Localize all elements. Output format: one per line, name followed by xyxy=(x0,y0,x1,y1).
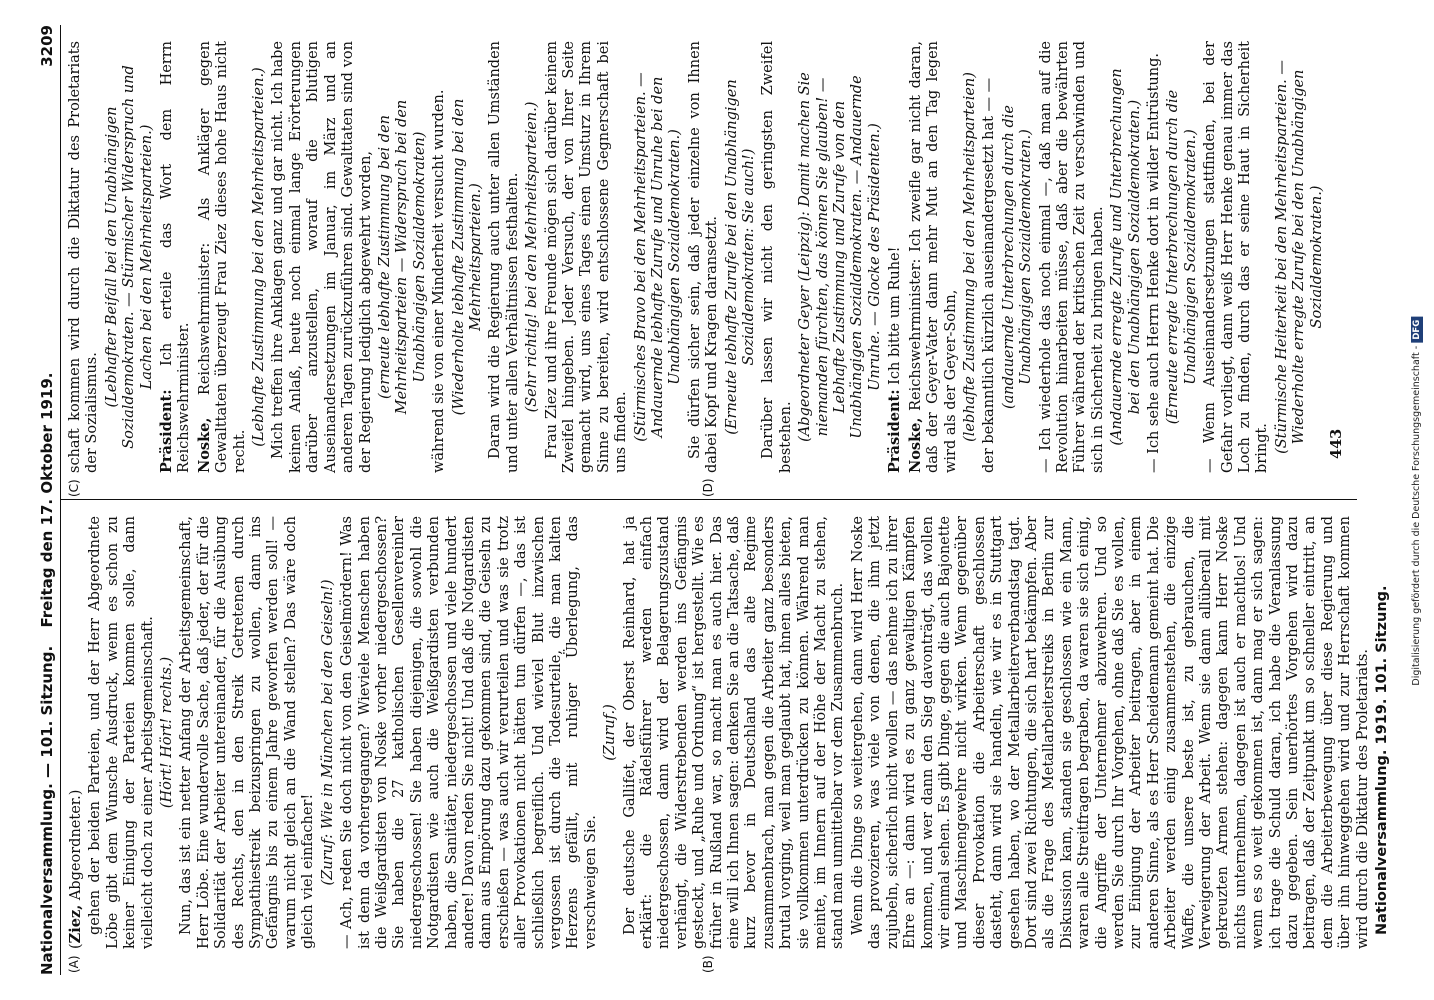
noske-speech xyxy=(907,41,960,473)
stage-direction: (Erneute erregte Unterbrechungen durch die Unabhängigen Sozialdemokraten.) xyxy=(1165,89,1199,425)
rotated-newspaper-page xyxy=(30,15,1400,985)
stage-direction: (Hört! Hört! rechts.) xyxy=(159,656,176,809)
noske-text: Als Ankläger gegen Gewalttaten überzeugt Frau Ziez dieses hohe Haus nicht recht. xyxy=(196,40,248,473)
speaker-role: Abgeordneter. xyxy=(68,795,84,901)
dfg-logo: DFG xyxy=(1411,317,1423,343)
paragraph: Sie dürfen sicher sein, daß jeder einzelne von Ihnen dabei Kopf und Kragen daransetzt. xyxy=(686,41,721,473)
stage-direction: (Lebhafte Zustimmung bei den Mehrheitsparteien.) xyxy=(251,67,268,447)
president-text: Ich erteile das Wort dem Herrn Reichswehrminister. xyxy=(159,40,193,473)
stage-direction: (Zuruf: Wie in München bei den Geiseln!) xyxy=(319,579,336,886)
marker-b: (B) xyxy=(701,955,715,973)
stage-direction: (Zuruf.) xyxy=(602,704,619,761)
paragraph: während sie von einer Minderheit versucht wurden. xyxy=(431,89,448,473)
stage-direction: (Sehr richtig! bei den Mehrheitsparteien.) xyxy=(524,101,541,413)
page-header xyxy=(34,25,61,975)
paragraph: — Ach, reden Sie doch nicht von den Geiselmördern! Was ist denn da vorhergegangen? Wieviele Menschen haben die Weißgardisten von Noske vorher niedergeschossen? Sie haben die 27 katholischen Gesellenvereinler niedergeschossen! Sie haben diejenigen, die sowohl die Notgardisten wie auch die Weißgardisten verbunden haben, die Sanitäter, niedergeschossen und viele hundert andere! Davon reden Sie nicht! Und daß die Notgardisten dann aus Empörung dazu gekommen sind, die Geiseln zu erschießen — was auch wir verurteilen und was sie trotz aller Provokationen nicht hätten tun dürfen —, das ist schließlich begreiflich. Und wieviel Blut inzwischen vergossen ist durch die Todesurteile, die man kalten Herzens gefällt, mit ruhiger Überlegung, das verschweigen Sie. xyxy=(339,516,599,949)
paragraph: Der deutsche Gallifet, der Oberst Reinhard, hat ja erklärt: die Rädelsführer werden einfach niedergeschossen, dann wird der Belagerungszustand verhängt, die Widerstrebenden werden ins Gefängnis gesteckt, und „Ruhe und Ordnung“ ist hergestellt. Wie es früher in Rußland war, so macht man es auch hier. Das eine will ich Ihnen sagen: denken Sie an die Tatsache, daß kurz bevor in Deutschland das alte Regime zusammenbrach, man gegen die Arbeiter ganz besonders brutal vorging, weil man geglaubt hat, ihnen alles bieten, sie vollkommen unterdrücken zu können. Während man meinte, im Innern auf der Höhe der Macht zu stehen, stand man unmittelbar vor dem Zusammenbruch. xyxy=(621,516,847,949)
noske-speech xyxy=(196,41,249,473)
signature-number: 443 xyxy=(1328,428,1346,459)
paragraph: Mich treffen ihre Anklagen ganz und gar nicht. Ich habe keinen Anlaß, heute noch einmal lange Erörterungen darüber anzustellen, worauf die blutigen Auseinandersetzungen im Januar, im März und an anderen Tagen zurückzuführen sind. Gewalttaten sind von der Regierung lediglich abgewehrt worden, xyxy=(270,41,374,473)
marker-d: (D) xyxy=(701,478,715,497)
paragraph: Wenn die Dinge so weitergehen, dann wird Herr Noske das provozieren, was viele von denen, die ihm jetzt zujubeln, sicherlich nicht wollen — das nehme ich zu ihrer Ehre an —: dann wird es zu ganz gewaltigen Kämpfen kommen, und wer dann den Sieg davonträgt, das wollen wir einmal sehen. Es gibt Dinge, gegen die auch Bajonette und Maschinengewehre nicht wirken. Wenn gegenüber dieser Provokation die Arbeiterschaft geschlossen dasteht, dann wird sie handeln, wie wir es in Stuttgart gesehen haben, wo der Metallarbeiterverbandstag tagt. Dort sind zwei Richtungen, die sich hart bekämpfen. Aber als die Frage des Metallarbeiterstreiks in Berlin zur Diskussion kam, standen sie geschlossen wie ein Mann, waren alle Streitfragen begraben, da waren sie sich einig, die Angriffe der Unternehmer abzuwehren. Und so werden Sie durch Ihr Vorgehen, ohne daß Sie es wollen, zur Einigung der Arbeiter beitragen, aber in einem anderen Sinne, als es Herr Scheidemann gemeint hat. Die Arbeiter werden einig zusammenstehen, die einzige Waffe, die unsere beste ist, zu gebrauchen, die Verweigerung der Arbeit. Wenn sie dann allüberall mit gekreuzten Armen stehen: dagegen kann Herr Noske nichts unternehmen, dagegen ist auch er machtlos! Und wenn es so weit gekommen ist, dann mag er sich sagen: ich trage die Schuld daran, ich habe die Veranlassung dazu gegeben. Sein unerhörtes Vorgehen wird dazu beitragen, daß der Zeitpunkt um so schneller eintritt, an dem die Arbeiterbewegung über diese Regierung und über ihn hinweggehen wird und zur Herrschaft kommen wird durch die Diktatur des Proletariats. xyxy=(849,516,1371,949)
credit-text: Digitalisierung gefördert durch die Deutsche Forschungsgemeinschaft - xyxy=(1411,345,1422,686)
paragraph: Frau Ziez und ihre Freunde mögen sich darüber keinem Zweifel hingeben. Jeder Versuch, der von Ihrer Seite gemacht wird, uns eines Tages einen Umsturz in Ihrem Sinne zu bereiten, wird entschlossene Gegnerschaft bei uns finden. xyxy=(543,41,630,473)
paragraph: Nun, das ist ein netter Anfang der Arbeitsgemeinschaft, Herr Löbe. Eine wundervolle Sache, daß jeder, der für die Solidarität der Arbeiter untereinander, für die Ausübung des Rechts, den in den Streik Getretenen durch Sympathiestreik beizuspringen zu wollen, dann ins Gefängnis bis zu einem Jahre geworfen werden soll! — warum nicht gleich an die Wand stellen? Das wäre doch gleich viel einfacher! xyxy=(178,516,317,949)
header-page-number: 3209 xyxy=(38,25,56,67)
noske-name: Noske, xyxy=(195,417,213,473)
paragraph: gehen der beiden Parteien, und der Herr Abgeordnete Löbe gibt dem Wunsche Ausdruck, wenn es schon zu keiner Einigung der Parteien kommen solle, dann vielleicht doch zu einer Arbeitsgemeinschaft. xyxy=(87,516,156,949)
stage-direction: (andauernde Unterbrechungen durch die Unabhängigen Sozialdemokraten.) xyxy=(1000,105,1035,409)
marker-a: (A) xyxy=(67,955,81,973)
paragraph: der bekanntlich kürzlich auseinandergesetzt hat — — xyxy=(981,77,998,473)
digitization-credit xyxy=(1404,6,1430,992)
stage-direction: (Wiederholte lebhafte Zustimmung bei den Mehrheitsparteien.) xyxy=(450,98,484,416)
paragraph: schaft kommen wird durch die Diktatur des Proletariats der Sozialismus. xyxy=(67,41,101,473)
left-column xyxy=(61,500,1391,975)
paragraph: — Wenn Auseinandersetzungen stattfinden, bei der Gefahr vorliegt, dann weiß Herr Henke genau immer das Loch zu finden, durch das er seine Haut in Sicherheit bringt. xyxy=(1202,41,1271,473)
president-label: Präsident: xyxy=(886,389,904,473)
noske-role: Reichswehrminister: xyxy=(907,258,924,411)
noske-role: Reichswehrminister: xyxy=(196,242,213,396)
stage-direction: (Stürmische Heiterkeit bei den Mehrheitsparteien. — Wiederholte erregte Zurufe bei den Unabhängigen Sozialdemokraten.) xyxy=(1273,60,1325,454)
noske-name: Noske, xyxy=(906,417,924,473)
paragraph: Daran wird die Regierung auch unter allen Umständen und unter allen Verhältnissen festhalten. xyxy=(487,41,521,473)
right-column xyxy=(61,25,1357,500)
paragraph: — Ich sehe auch Herrn Henke dort in wilder Entrüstung. xyxy=(1145,53,1162,473)
text-columns xyxy=(61,25,1391,975)
stage-direction: (lebhafte Zustimmung bei den Mehrheitsparteien) xyxy=(961,72,978,442)
speaker-line: (Ziez, Abgeordneter.) xyxy=(67,789,84,949)
stage-direction: (Andauernde erregte Zurufe und Unterbrechungen bei den Unabhängigen Sozialdemokraten.) xyxy=(1109,68,1143,446)
stage-direction: (Abgeordneter Geyer (Leipzig): Damit machen Sie niemanden fürchten, das können Sie glauben! — Lebhafte Zustimmung und Zurufe von den Unabhängigen Sozialdemokraten. — Andauernde Unruhe. — Glocke des Präsidenten.) xyxy=(797,72,883,442)
column-footer: Nationalversammlung. 1919. 101. Sitzung. xyxy=(1374,585,1391,935)
president-speech xyxy=(158,41,194,473)
paragraph: Darüber lassen wir nicht den geringsten Zweifel bestehen. xyxy=(760,41,794,473)
stage-direction: (Erneute lebhafte Zurufe bei den Unabhängigen Sozialdemokraten: Sie auch!) xyxy=(723,79,758,435)
speaker-name: Ziez, xyxy=(67,904,84,944)
paragraph: — Ich wiederhole das noch einmal —, daß man auf die Revolution hinarbeiten müsse, daß aber die bewährten Führer während der kritischen Zeit zu verschwinden und sich in Sicherheit zu bringen haben. xyxy=(1037,41,1106,473)
president-speech xyxy=(886,41,904,473)
noske-text: Ich zweifle gar nicht daran, daß der Geyer-Vater dann mehr Mut an den Tag legen wird als der Geyer-Sohn, xyxy=(907,40,959,473)
stage-direction: (Stürmisches Bravo bei den Mehrheitsparteien. — Andauernde lebhafte Zurufe und Unruhe bei den Unabhängigen Sozialdemokraten.) xyxy=(632,72,684,442)
stage-direction: (Lebhafter Beifall bei den Unabhängigen Sozialdemokraten. — Stürmischer Widerspruch und Lachen bei den Mehrheitsparteien.) xyxy=(103,65,155,449)
header-assembly-session: Nationalversammlung. — 101. Sitzung. xyxy=(38,645,56,975)
stage-direction: (erneute lebhafte Zustimmung bei den Mehrheitsparteien — Widerspruch bei den Unabhängigen Sozialdemokraten) xyxy=(376,99,428,415)
president-text: Ich bitte um Ruhe! xyxy=(887,246,904,385)
header-date: Freitag den 17. Oktober 1919. xyxy=(38,372,56,628)
president-label: Präsident: xyxy=(158,389,176,473)
marker-c: (C) xyxy=(67,479,81,497)
